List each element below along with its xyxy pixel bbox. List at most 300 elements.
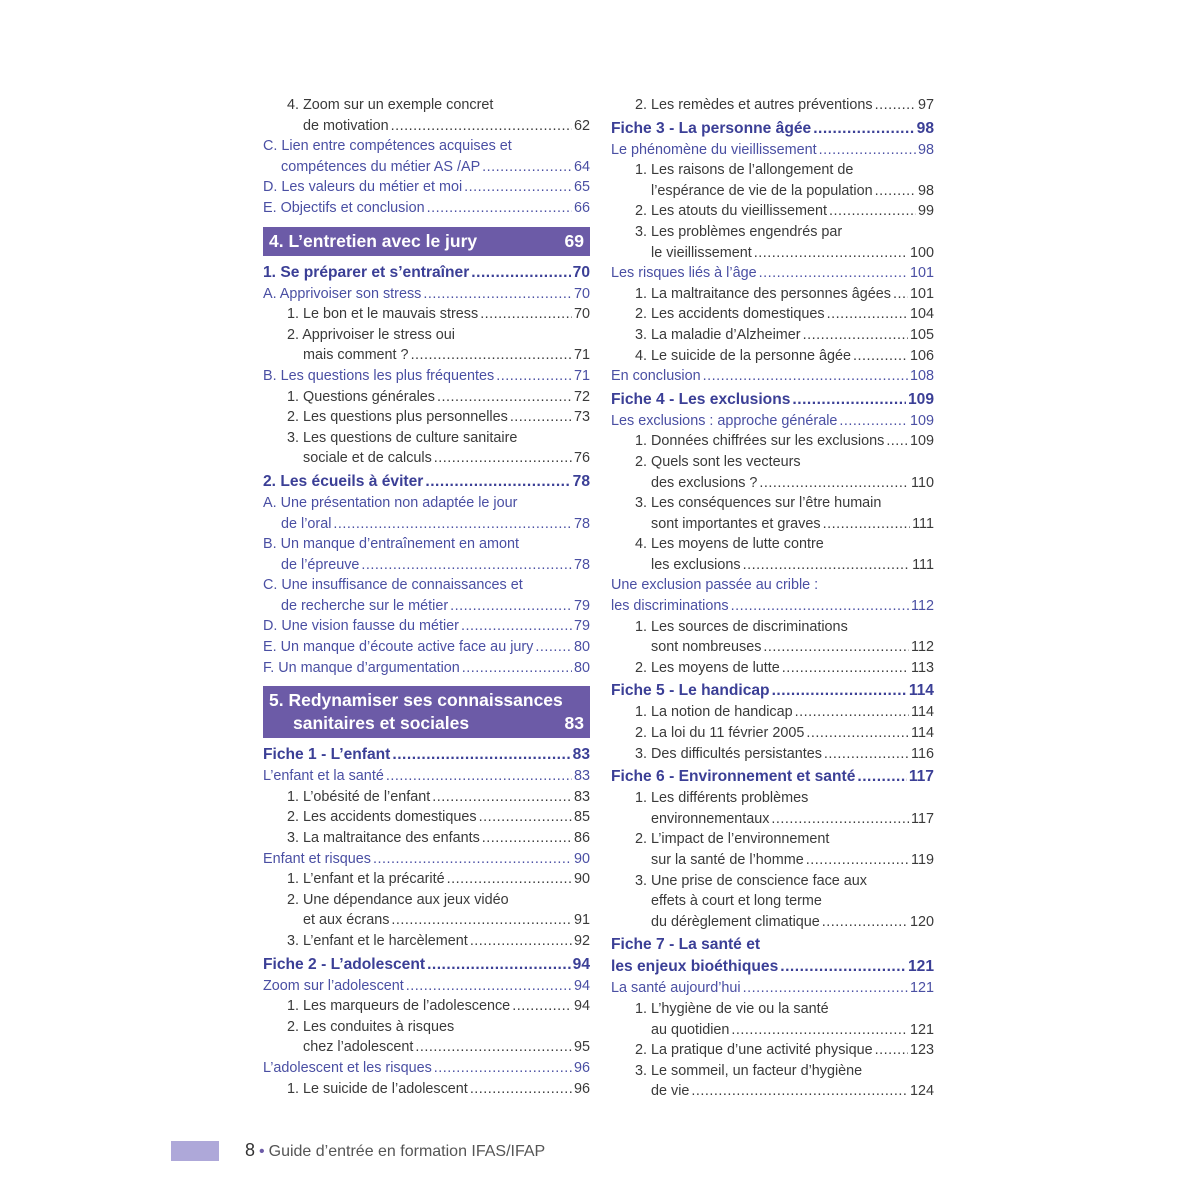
toc-entry-label: 3. Les problèmes engendrés par (635, 223, 843, 240)
toc-entry-label: La santé aujourd’hui (611, 980, 741, 997)
toc-entry[interactable] (611, 555, 934, 576)
toc-entry-label: Fiche 5 - Le handicap (611, 682, 770, 700)
toc-heading[interactable] (611, 118, 934, 140)
toc-page-number: 85 (573, 809, 590, 826)
toc-entry[interactable] (611, 871, 934, 892)
dot-leader (857, 766, 906, 788)
dot-leader (759, 473, 909, 494)
toc-entry[interactable] (263, 869, 590, 890)
dot-leader (471, 262, 570, 284)
toc-entry-label: Une exclusion passée au crible : (611, 577, 819, 594)
toc-entry-label: le vieillissement (651, 244, 752, 261)
toc-page-number: 78 (572, 472, 590, 490)
toc-entry[interactable] (263, 1079, 590, 1100)
toc-entry[interactable] (263, 345, 590, 366)
dot-leader (392, 744, 570, 766)
toc-entry[interactable] (611, 452, 934, 473)
toc-entry[interactable] (611, 788, 934, 809)
toc-entry-label: chez l’adolescent (303, 1039, 414, 1056)
toc-entry-label: 1. L’obésité de l’enfant (287, 788, 431, 805)
toc-entry[interactable] (263, 787, 590, 808)
toc-entry-label: Les risques liés à l’âge (611, 265, 757, 282)
toc-page-number: 124 (909, 1083, 934, 1100)
toc-page-number: 83 (573, 788, 590, 805)
toc-page-number: 95 (573, 1039, 590, 1056)
toc-entry[interactable] (263, 807, 590, 828)
toc-entry[interactable] (263, 387, 590, 408)
toc-page-number: 101 (909, 285, 934, 302)
toc-entry-label: 4. Zoom sur un exemple concret (287, 97, 494, 113)
toc-section[interactable] (263, 136, 590, 157)
toc-entry-label: 1. Questions générales (287, 388, 435, 405)
dot-leader (461, 616, 572, 637)
toc-entry[interactable] (263, 428, 590, 449)
toc-page-number: 120 (909, 913, 934, 930)
toc-entry[interactable] (611, 912, 934, 933)
toc-page-number: 72 (573, 388, 590, 405)
toc-entry-label: Fiche 4 - Les exclusions (611, 390, 791, 408)
toc-entry-label: et aux écrans (303, 912, 390, 929)
toc-page-number: 97 (917, 97, 934, 113)
dot-leader (482, 157, 572, 178)
toc-entry[interactable] (611, 473, 934, 494)
toc-page-number: 114 (911, 725, 934, 742)
toc-entry-label: de l’épreuve (281, 556, 360, 573)
dot-leader (803, 325, 908, 346)
toc-section[interactable] (263, 366, 590, 387)
dot-leader (333, 514, 572, 535)
toc-section[interactable] (263, 616, 590, 637)
toc-entry-label: Fiche 1 - L’enfant (263, 746, 391, 764)
dot-leader (824, 744, 909, 765)
dot-leader (535, 637, 572, 658)
toc-heading[interactable] (611, 934, 934, 956)
toc-entry-label: sont importantes et graves (651, 515, 821, 532)
toc-entry-label: 1. Les raisons de l’allongement de (635, 162, 854, 179)
toc-page-number: 80 (573, 639, 590, 656)
dot-leader (813, 118, 914, 140)
toc-entry-label: sur la santé de l’homme (651, 852, 804, 868)
toc-page-number: 109 (909, 412, 934, 429)
toc-page-number: 79 (573, 597, 590, 614)
dot-leader (795, 702, 909, 723)
chapter-title-line2: sanitaires et sociales (293, 713, 470, 734)
toc-entry-label: 2. Les moyens de lutte (635, 659, 780, 676)
dot-leader (771, 809, 909, 830)
dot-leader (792, 389, 906, 411)
toc-entry-label: les enjeux bioéthiques (611, 958, 779, 976)
toc-entry-label: 1. Les différents problèmes (635, 790, 809, 807)
dot-leader (510, 407, 572, 428)
toc-entry-label: Les exclusions : approche générale (611, 412, 838, 429)
toc-entry-label: 3. La maladie d’Alzheimer (635, 326, 801, 343)
toc-section[interactable] (263, 1058, 590, 1079)
dot-leader (361, 555, 572, 576)
toc-page-number: 114 (908, 682, 934, 700)
toc-page-number: 86 (573, 830, 590, 847)
toc-entry[interactable] (611, 284, 934, 305)
toc-entry[interactable] (611, 617, 934, 638)
toc-section[interactable] (263, 658, 590, 679)
toc-entry-label: 1. Les sources de discriminations (635, 618, 848, 635)
toc-entry-label: environnementaux (651, 810, 770, 827)
toc-section[interactable] (263, 637, 590, 658)
toc-entry-label: 3. Les conséquences sur l’être humain (635, 495, 882, 512)
toc-entry[interactable] (263, 931, 590, 952)
toc-entry-label: F. Un manque d’argumentation (263, 659, 460, 676)
toc-entry-label: 4. Le suicide de la personne âgée (635, 347, 852, 364)
toc-entry-label: L’adolescent et les risques (263, 1059, 432, 1076)
toc-entry-label: B. Les questions les plus fréquentes (263, 367, 495, 384)
chapter-banner[interactable] (263, 227, 590, 256)
toc-entry[interactable] (611, 346, 934, 367)
toc-right-column (611, 95, 934, 1102)
toc-page-number: 92 (573, 933, 590, 949)
dot-leader (853, 346, 908, 367)
dot-leader (743, 978, 908, 999)
toc-page-number: 98 (917, 182, 934, 199)
toc-page-number: 90 (573, 871, 590, 888)
toc-entry[interactable] (263, 304, 590, 325)
toc-entry-label: En conclusion (611, 368, 701, 385)
toc-section[interactable] (263, 157, 590, 178)
chapter-banner[interactable] (263, 686, 590, 738)
toc-page-number: 96 (573, 1059, 590, 1076)
toc-entry-label: 2. Les remèdes et autres préventions (635, 97, 873, 113)
chapter-page: 83 (564, 713, 584, 734)
toc-left-column (263, 95, 590, 1099)
toc-entry[interactable] (611, 723, 934, 744)
dot-leader (391, 910, 572, 931)
toc-entry[interactable] (611, 850, 934, 871)
dot-leader (759, 263, 908, 284)
toc-page-number: 108 (909, 368, 934, 385)
dot-leader (462, 658, 572, 679)
toc-page-number: 64 (573, 158, 590, 175)
dot-leader (772, 680, 907, 702)
toc-entry-label: D. Les valeurs du métier et moi (263, 179, 463, 196)
toc-page-number: 70 (573, 285, 590, 302)
toc-heading[interactable] (611, 956, 934, 978)
toc-page-number: 78 (573, 556, 590, 573)
toc-section[interactable] (263, 177, 590, 198)
dot-leader (480, 304, 572, 325)
toc-entry-label: de l’oral (281, 515, 332, 532)
dot-leader (427, 198, 572, 219)
toc-entry-label: sociale et de calculs (303, 450, 432, 467)
toc-entry-label: 1. L’enfant et la précarité (287, 871, 445, 888)
toc-entry[interactable] (611, 1020, 934, 1041)
toc-section[interactable] (611, 411, 934, 432)
toc-heading[interactable] (611, 680, 934, 702)
toc-entry[interactable] (263, 95, 590, 116)
toc-entry[interactable] (611, 201, 934, 222)
toc-page-number: 109 (907, 390, 934, 408)
toc-entry[interactable] (611, 809, 934, 830)
toc-section[interactable] (611, 263, 934, 284)
toc-page-number: 83 (573, 768, 590, 785)
toc-entry[interactable] (611, 658, 934, 679)
toc-section[interactable] (263, 575, 590, 596)
toc-entry[interactable] (611, 243, 934, 264)
toc-entry[interactable] (263, 116, 590, 137)
toc-entry-label: Fiche 7 - La santé et (611, 936, 761, 954)
toc-entry-label: des exclusions ? (651, 474, 758, 491)
toc-section[interactable] (263, 534, 590, 555)
toc-entry-label: de vie (651, 1083, 690, 1100)
toc-entry-label: Enfant et risques (263, 850, 371, 867)
toc-section[interactable] (263, 555, 590, 576)
dot-leader (829, 201, 916, 222)
toc-page-number: 99 (917, 203, 934, 220)
toc-page-number: 98 (917, 141, 934, 158)
dot-leader (806, 723, 909, 744)
dot-leader (373, 849, 572, 870)
toc-page-number: 96 (573, 1080, 590, 1097)
toc-entry-label: 1. Le bon et le mauvais stress (287, 306, 479, 323)
toc-page-number: 106 (909, 347, 934, 364)
dot-leader (886, 431, 908, 452)
toc-entry[interactable] (611, 304, 934, 325)
toc-entry-label: du dérèglement climatique (651, 913, 820, 930)
dot-leader (482, 828, 572, 849)
toc-entry[interactable] (611, 999, 934, 1020)
dot-leader (703, 366, 908, 387)
toc-page-number: 114 (911, 704, 934, 721)
toc-page-number: 121 (907, 958, 934, 976)
toc-page-number: 117 (911, 810, 934, 827)
toc-entry[interactable] (263, 996, 590, 1017)
dot-leader (763, 637, 909, 658)
toc-entry[interactable] (263, 890, 590, 911)
toc-section[interactable] (263, 766, 590, 787)
toc-entry-label: Le phénomène du vieillissement (611, 141, 817, 158)
toc-section[interactable] (263, 514, 590, 535)
toc-entry-label: compétences du métier AS /AP (281, 158, 481, 175)
toc-entry-label: 2. Une dépendance aux jeux vidéo (287, 891, 509, 908)
toc-entry-label: 2. Les accidents domestiques (635, 306, 825, 323)
toc-entry[interactable] (611, 514, 934, 535)
toc-entry[interactable] (611, 744, 934, 765)
toc-entry-label: 2. Les atouts du vieillissement (635, 203, 827, 220)
dot-leader (875, 181, 916, 202)
toc-section[interactable] (263, 976, 590, 997)
dot-leader (754, 243, 908, 264)
dot-leader (893, 284, 908, 305)
dot-leader (875, 1040, 908, 1061)
toc-entry[interactable] (263, 1017, 590, 1038)
toc-section[interactable] (263, 596, 590, 617)
toc-section[interactable] (263, 284, 590, 305)
toc-page-number: 101 (909, 265, 934, 282)
toc-entry-label: les discriminations (611, 598, 729, 615)
toc-entry[interactable] (611, 702, 934, 723)
dot-leader (406, 976, 572, 997)
toc-entry-label: Fiche 2 - L’adolescent (263, 955, 426, 973)
book-title: Guide d’entrée en formation IFAS/IFAP (268, 1143, 546, 1160)
toc-entry-label: 2. Quels sont les vecteurs (635, 453, 801, 470)
toc-entry-label: D. Une vision fausse du métier (263, 618, 459, 635)
chapter-title: 5. Redynamiser ses connaissances (269, 690, 563, 711)
toc-page-number: 78 (573, 515, 590, 532)
toc-heading[interactable] (611, 766, 934, 788)
dot-leader (434, 448, 572, 469)
toc-entry-label: 2. Les écueils à éviter (263, 472, 424, 490)
toc-entry-label: Fiche 6 - Environnement et santé (611, 768, 856, 786)
toc-page-number: 111 (912, 515, 934, 532)
toc-entry-label: A. Apprivoiser son stress (263, 285, 422, 302)
toc-entry[interactable] (611, 493, 934, 514)
toc-entry[interactable] (611, 1040, 934, 1061)
toc-page-number: 65 (573, 179, 590, 196)
toc-entry[interactable] (263, 325, 590, 346)
toc-entry-label: E. Un manque d’écoute active face au jury (263, 639, 534, 656)
toc-entry-label: 1. La maltraitance des personnes âgées (635, 285, 891, 302)
dot-leader (386, 766, 572, 787)
toc-entry-label: 2. L’impact de l’environnement (635, 831, 830, 848)
toc-section[interactable] (263, 493, 590, 514)
toc-page-number: 117 (908, 768, 934, 786)
toc-entry-label: C. Une insuffisance de connaissances et (263, 577, 523, 594)
toc-entry-label: 1. Les marqueurs de l’adolescence (287, 998, 511, 1015)
toc-page-number: 62 (573, 117, 590, 134)
toc-entry-label: 3. Le sommeil, un facteur d’hygiène (635, 1062, 863, 1079)
toc-page-number: 94 (573, 977, 590, 994)
footer-bullet: • (259, 1143, 265, 1160)
toc-page-number: 105 (909, 326, 934, 343)
toc-page-number: 121 (909, 1021, 934, 1038)
dot-leader (780, 956, 906, 978)
toc-entry[interactable] (611, 222, 934, 243)
toc-page-number: 71 (573, 367, 590, 384)
toc-page-number: 112 (911, 639, 934, 656)
dot-leader (391, 116, 572, 137)
toc-section[interactable] (263, 849, 590, 870)
dot-leader (464, 177, 572, 198)
toc-entry-label: sont nombreuses (651, 639, 762, 656)
chapter-title: 4. L’entretien avec le jury (269, 230, 478, 251)
dot-leader (782, 658, 909, 679)
toc-entry-label: 2. Apprivoiser le stress oui (287, 326, 455, 343)
toc-entry[interactable] (611, 325, 934, 346)
dot-leader (447, 869, 572, 890)
dot-leader (415, 1037, 572, 1058)
toc-entry-label: au quotidien (651, 1021, 730, 1038)
dot-leader (479, 807, 572, 828)
toc-entry-label: de recherche sur le métier (281, 597, 449, 614)
toc-entry-label: 3. Une prise de conscience face aux (635, 872, 867, 889)
toc-entry[interactable] (611, 637, 934, 658)
toc-page-number: 100 (909, 244, 934, 261)
toc-entry-label: les exclusions (651, 556, 741, 573)
toc-section[interactable] (611, 596, 934, 617)
toc-entry-label: 4. Les moyens de lutte contre (635, 536, 824, 553)
dot-leader (432, 787, 572, 808)
toc-entry-label: effets à court et long terme (651, 893, 822, 910)
toc-entry[interactable] (611, 1061, 934, 1082)
toc-entry-label: E. Objectifs et conclusion (263, 199, 425, 216)
toc-page-number: 104 (909, 306, 934, 323)
toc-entry-label: C. Lien entre compétences acquises et (263, 138, 512, 155)
toc-entry-label: 3. Les questions de culture sanitaire (287, 429, 518, 446)
toc-page-number: 116 (911, 745, 934, 762)
toc-entry[interactable] (611, 891, 934, 912)
dot-leader (411, 345, 572, 366)
toc-entry-label: L’enfant et la santé (263, 768, 384, 785)
toc-entry[interactable] (263, 1037, 590, 1058)
toc-entry[interactable] (611, 534, 934, 555)
toc-page-number: 121 (909, 980, 934, 997)
toc-section[interactable] (263, 198, 590, 219)
toc-page-number: 83 (572, 746, 590, 764)
toc-heading[interactable] (263, 954, 590, 976)
toc-page-number: 79 (573, 618, 590, 635)
toc-entry-label: Fiche 3 - La personne âgée (611, 119, 812, 137)
toc-page-number: 80 (573, 659, 590, 676)
dot-leader (827, 304, 908, 325)
toc-entry[interactable] (611, 95, 934, 116)
toc-heading[interactable] (263, 471, 590, 493)
toc-heading[interactable] (263, 744, 590, 766)
dot-leader (496, 366, 572, 387)
toc-entry[interactable] (611, 1081, 934, 1102)
toc-entry[interactable] (263, 407, 590, 428)
toc-page-number: 76 (573, 450, 590, 467)
dot-leader (822, 912, 908, 933)
toc-entry-label: l’espérance de vie de la population (651, 182, 873, 199)
toc-entry-label: 1. L’hygiène de vie ou la santé (635, 1000, 829, 1017)
toc-page-number: 71 (573, 347, 590, 364)
toc-entry[interactable] (611, 160, 934, 181)
toc-page-number: 94 (572, 955, 590, 973)
toc-entry[interactable] (263, 828, 590, 849)
toc-entry[interactable] (611, 829, 934, 850)
toc-entry[interactable] (611, 431, 934, 452)
dot-leader (437, 387, 572, 408)
toc-entry-label: 2. Les conduites à risques (287, 1018, 455, 1035)
toc-section[interactable] (611, 978, 934, 999)
toc-entry[interactable] (263, 448, 590, 469)
toc-entry-label: 1. La notion de handicap (635, 704, 793, 721)
toc-page-number: 66 (573, 199, 590, 216)
dot-leader (427, 954, 571, 976)
toc-page-number: 70 (572, 263, 590, 281)
toc-section[interactable] (611, 575, 934, 596)
toc-page-number: 73 (573, 409, 590, 426)
toc-heading[interactable] (611, 389, 934, 411)
chapter-page: 69 (564, 230, 584, 251)
toc-page-number: 119 (911, 852, 934, 868)
dot-leader (425, 471, 570, 493)
toc-entry[interactable] (611, 181, 934, 202)
toc-section[interactable] (611, 366, 934, 387)
toc-entry[interactable] (263, 910, 590, 931)
footer-color-bar (171, 1141, 219, 1161)
toc-page-number: 98 (916, 119, 934, 137)
toc-page-number: 110 (911, 474, 934, 491)
dot-leader (470, 1079, 572, 1100)
dot-leader (823, 514, 911, 535)
toc-entry-label: 3. La maltraitance des enfants (287, 830, 480, 847)
dot-leader (806, 850, 909, 871)
page-footer (245, 1140, 545, 1161)
toc-entry-label: de motivation (303, 117, 389, 134)
toc-section[interactable] (611, 140, 934, 161)
toc-page-number: 109 (909, 433, 934, 450)
dot-leader (470, 931, 572, 952)
toc-entry-label: Zoom sur l’adolescent (263, 977, 404, 994)
toc-heading[interactable] (263, 262, 590, 284)
